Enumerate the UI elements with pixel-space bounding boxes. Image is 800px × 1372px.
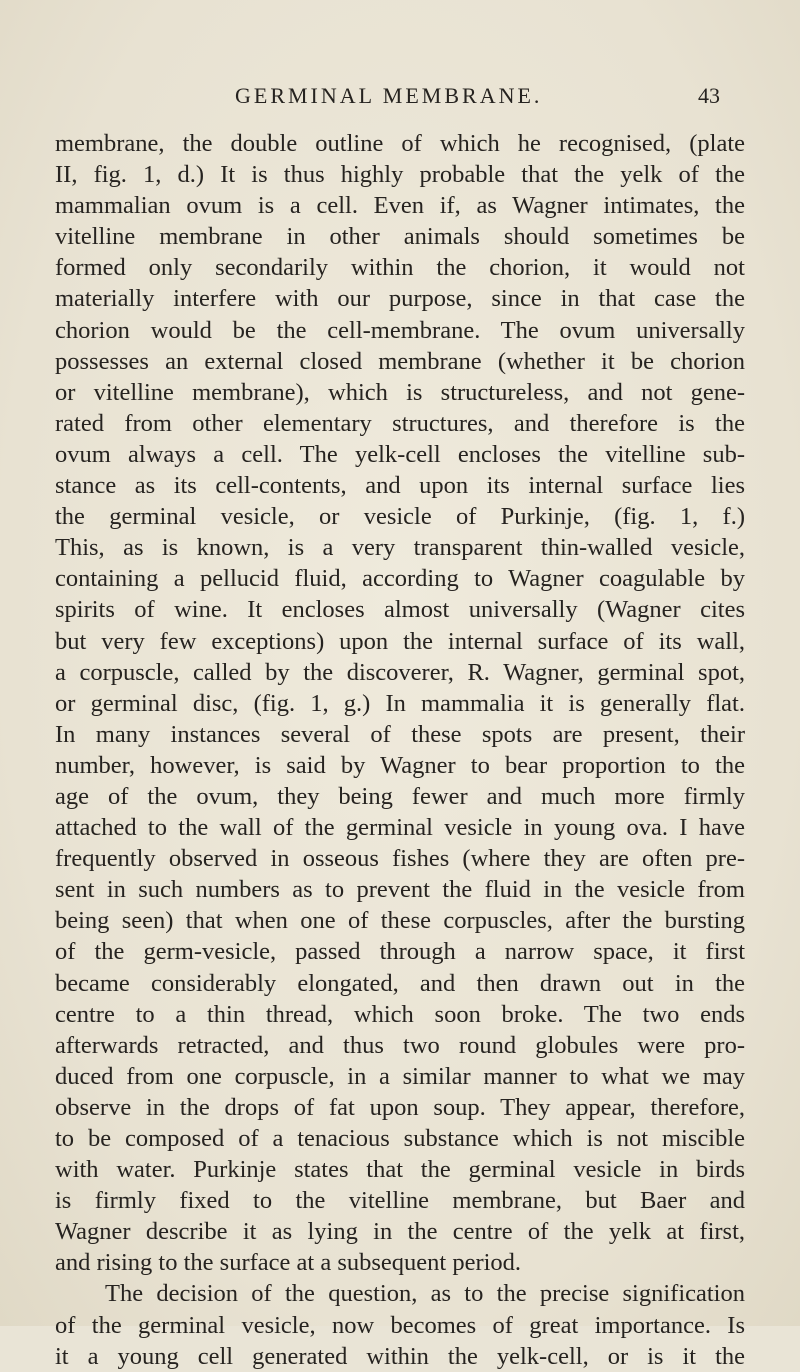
paragraph-start-line: The decision of the question, as to the precise signification [105,1280,745,1308]
text-line: it a young cell generated within the yelk-cell, or is it the [55,1342,745,1370]
text-line: rated from other elementary structures, and therefore is the [55,409,745,437]
text-line: Wagner describe it as lying in the centre of the yelk at first, [55,1218,745,1246]
text-line: mammalian ovum is a cell. Even if, as Wagner intimates, the [55,192,745,220]
text-line: or germinal disc, (fig. 1, g.) In mammalia it is generally flat. [55,689,745,717]
text-line: observe in the drops of fat upon soup. They appear, therefore, [55,1093,745,1121]
text-line: being seen) that when one of these corpuscles, after the bursting [55,907,745,935]
text-line: membrane, the double outline of which he recognised, (plate [55,130,745,157]
text-line: possesses an external closed membrane (whether it be chorion [55,347,745,375]
text-line: number, however, is said by Wagner to bear proportion to the [55,751,745,779]
body-text [55,128,745,1372]
text-line: chorion would be the cell-membrane. The ovum universally [55,316,745,344]
text-line: formed only secondarily within the chorion, it would not [55,254,745,282]
text-line: II, fig. 1, d.) It is thus highly probable that the yelk of the [55,161,745,189]
text-line: spirits of wine. It encloses almost universally (Wagner cites [55,596,745,624]
text-line: frequently observed in osseous fishes (where they are often pre- [55,845,745,873]
text-line: to be composed of a tenacious substance which is not miscible [55,1125,745,1152]
text-line: or vitelline membrane), which is structureless, and not gene- [55,378,745,406]
text-line: materially interfere with our purpose, since in that case the [55,285,745,313]
text-line: vitelline membrane in other animals should sometimes be [55,223,745,251]
text-line: stance as its cell-contents, and upon its internal surface lies [55,472,745,500]
text-line: a corpuscle, called by the discoverer, R. Wagner, germinal spot, [55,658,745,686]
text-line: of the germ-vesicle, passed through a narrow space, it first [55,938,745,966]
text-line: sent in such numbers as to prevent the fluid in the vesicle from [55,876,745,904]
text-line: containing a pellucid fluid, according to Wagner coagulable by [55,565,745,593]
text-line: of the germinal vesicle, now becomes of great importance. Is [55,1311,745,1339]
text-line: became considerably elongated, and then drawn out in the [55,969,745,997]
text-line: duced from one corpuscle, in a similar manner to what we may [55,1062,745,1090]
text-line: the germinal vesicle, or vesicle of Purkinje, (fig. 1, f.) [55,503,745,531]
text-line: but very few exceptions) upon the internal surface of its wall, [55,627,745,655]
paragraph-end-line: and rising to the surface at a subsequent period. [55,1249,522,1277]
text-line: This, as is known, is a very transparent thin-walled vesicle, [55,534,745,562]
text-line: ovum always a cell. The yelk-cell encloses the vitelline sub- [55,440,745,468]
text-line: is firmly fixed to the vitelline membrane, but Baer and [55,1187,745,1215]
text-line: attached to the wall of the germinal vesicle in young ova. I have [55,814,745,842]
running-title: GERMINAL MEMBRANE. [235,83,543,108]
text-line: centre to a thin thread, which soon broke. The two ends [55,1000,745,1028]
text-line: age of the ovum, they being fewer and much more firmly [55,782,745,810]
page-number: 43 [698,83,720,108]
text-line: afterwards retracted, and thus two round globules were pro- [55,1031,745,1059]
text-line: In many instances several of these spots are present, their [55,720,745,748]
running-head [0,83,800,113]
text-line: with water. Purkinje states that the germinal vesicle in birds [55,1156,745,1184]
